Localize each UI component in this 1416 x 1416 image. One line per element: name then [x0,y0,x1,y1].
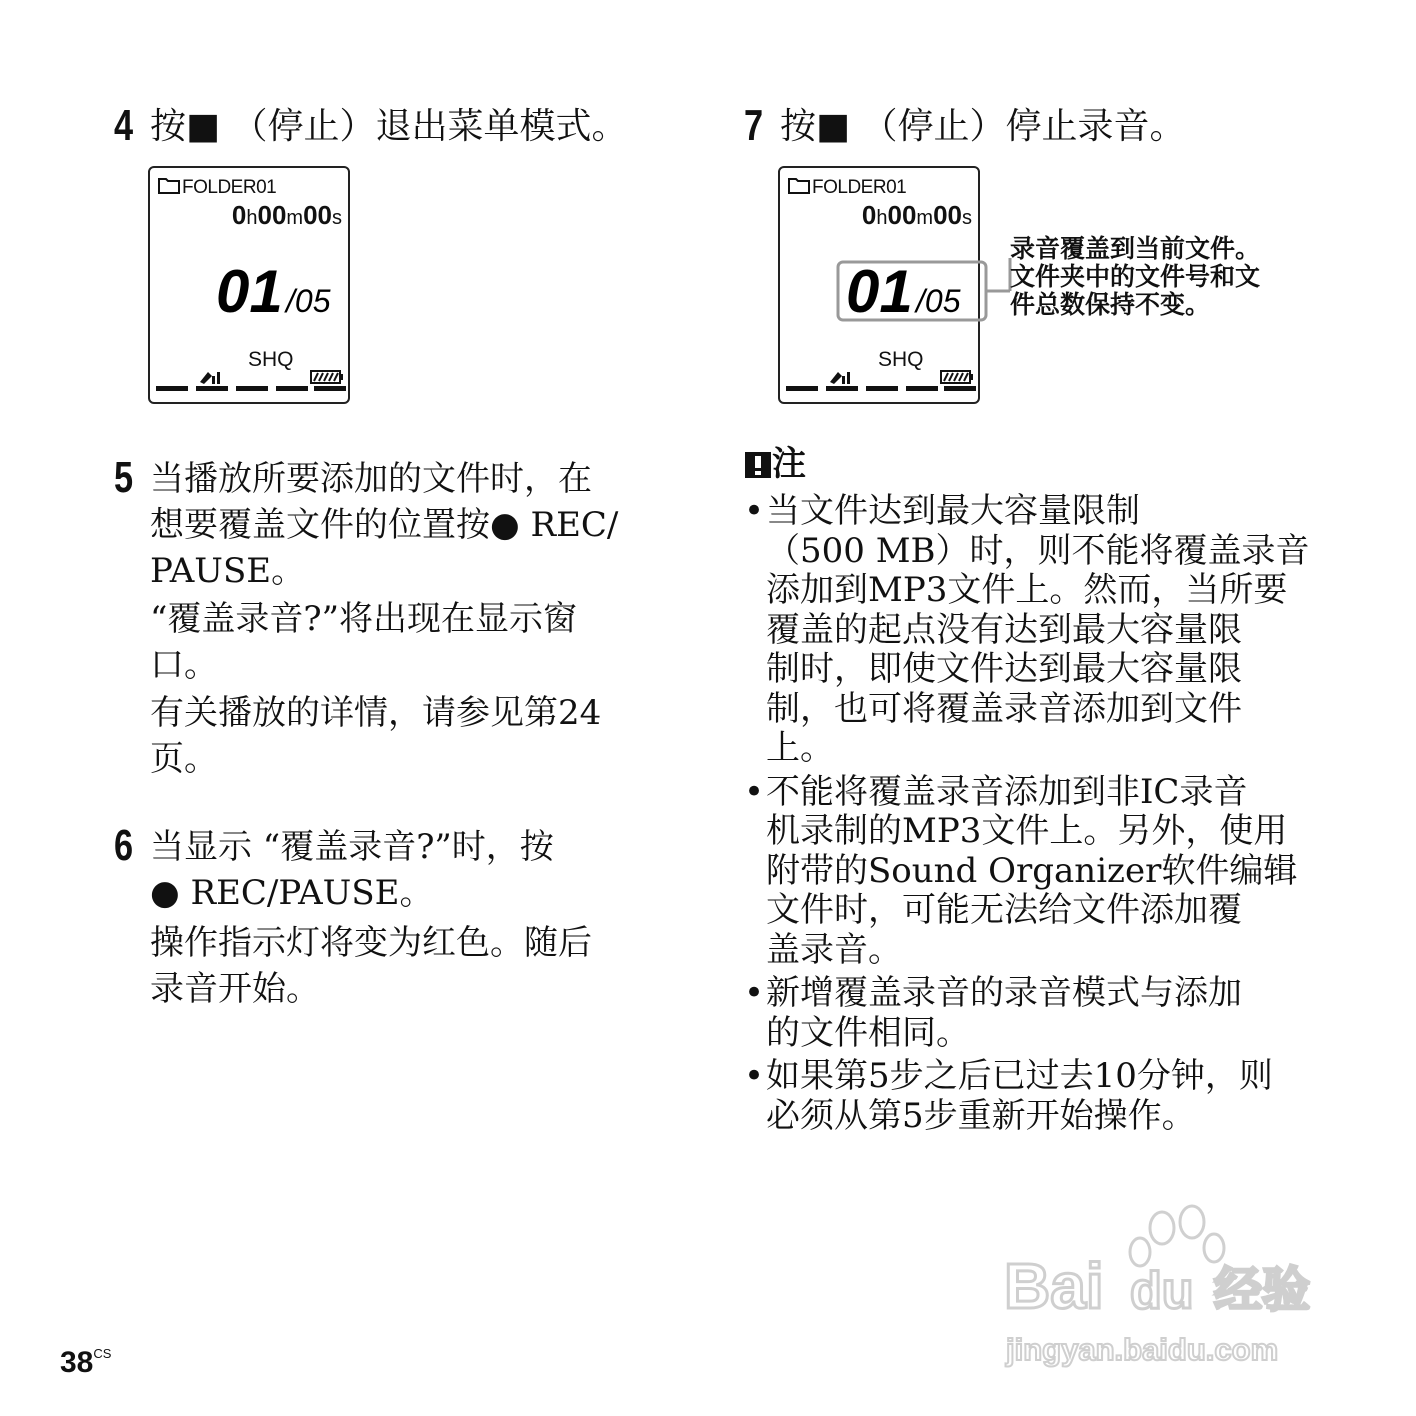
note-icon [744,451,772,479]
watermark-label: 经验 [1214,1262,1311,1318]
note-item: • 如果第5步之后已过去10分钟，则 必须从第5步重新开始操作。 [744,1056,1273,1136]
step-text: 按■ （停止）停止录音。 [780,106,1186,147]
folder-name: FOLDER01 [182,177,277,198]
watermark-brand: Bai [1004,1250,1104,1322]
folder-name: FOLDER01 [812,177,907,198]
level-bar [786,386,976,392]
page-number: $38^{CS}$ [60,1346,112,1379]
folder-icon [158,176,180,194]
note-item: • 当文件达到最大容量限制 （500 MB）时，则不能将覆盖录音 添加到MP3文件上。然而，当所要 覆盖的起点没有达到最大容量限 制时，即使文件达到最大容量限 制，也可将覆盖录音添加到文件 上。 [744,491,1310,768]
highlight-box [836,258,1012,324]
time-readout: 0h00m00s [861,200,972,230]
watermark-url: jingyan.baidu.com [1006,1332,1279,1367]
step-detail: “覆盖录音?”将出现在显示窗 口。 [150,599,577,685]
file-total: /05 [916,283,961,319]
file-counter [216,260,346,320]
note-list [744,492,1310,1136]
step-text: 当显示 “覆盖录音?”时，按 ● REC/PAUSE。 操作指示灯将变为红色。随后 录音开始。 [150,824,592,1012]
quality-label: SHQ [248,348,294,371]
note-item: • 新增覆盖录音的录音模式与添加 的文件相同。 [744,973,1242,1053]
mic-sensitivity-icon [198,366,224,386]
lcd-display [148,166,350,404]
file-number: 01 [216,260,283,320]
step-text: 按■ （停止）退出菜单模式。 [150,106,628,147]
step-number: 5 [114,453,134,502]
baidu-watermark [1000,1200,1340,1370]
note-heading: 注 [744,444,806,484]
step-detail: 有关播放的详情，请参见第24 页。 [150,693,602,779]
step-detail: 操作指示灯将变为红色。随后 录音开始。 [150,923,592,1009]
file-total: /05 [286,283,331,319]
step-text: 当播放所要添加的文件时，在 想要覆盖文件的位置按● REC/ PAUSE。 “覆盖录音?”将出现在显示窗 口。 有关播放的详情，请参见第24 页。 [150,456,618,782]
step-number: 7 [744,101,764,150]
battery-icon [940,370,974,384]
step-number: 4 [114,101,134,150]
mic-sensitivity-icon [828,366,854,386]
time-readout: 0h00m00s [231,200,342,230]
note-item: • 不能将覆盖录音添加到非IC录音 机录制的MP3文件上。另外，使用 附带的Sound Organizer软件编辑 文件时，可能无法给文件添加覆 盖录音。 [744,771,1298,970]
level-bar [156,386,346,392]
step-number: 6 [114,821,134,870]
file-number: 01 [846,260,913,320]
folder-icon [788,176,810,194]
battery-icon [310,370,344,384]
quality-label: SHQ [878,348,924,371]
watermark-brand-2: du [1130,1262,1194,1320]
callout-text: 录音覆盖到当前文件。 文件夹中的文件号和文 件总数保持不变。 [1010,234,1261,319]
